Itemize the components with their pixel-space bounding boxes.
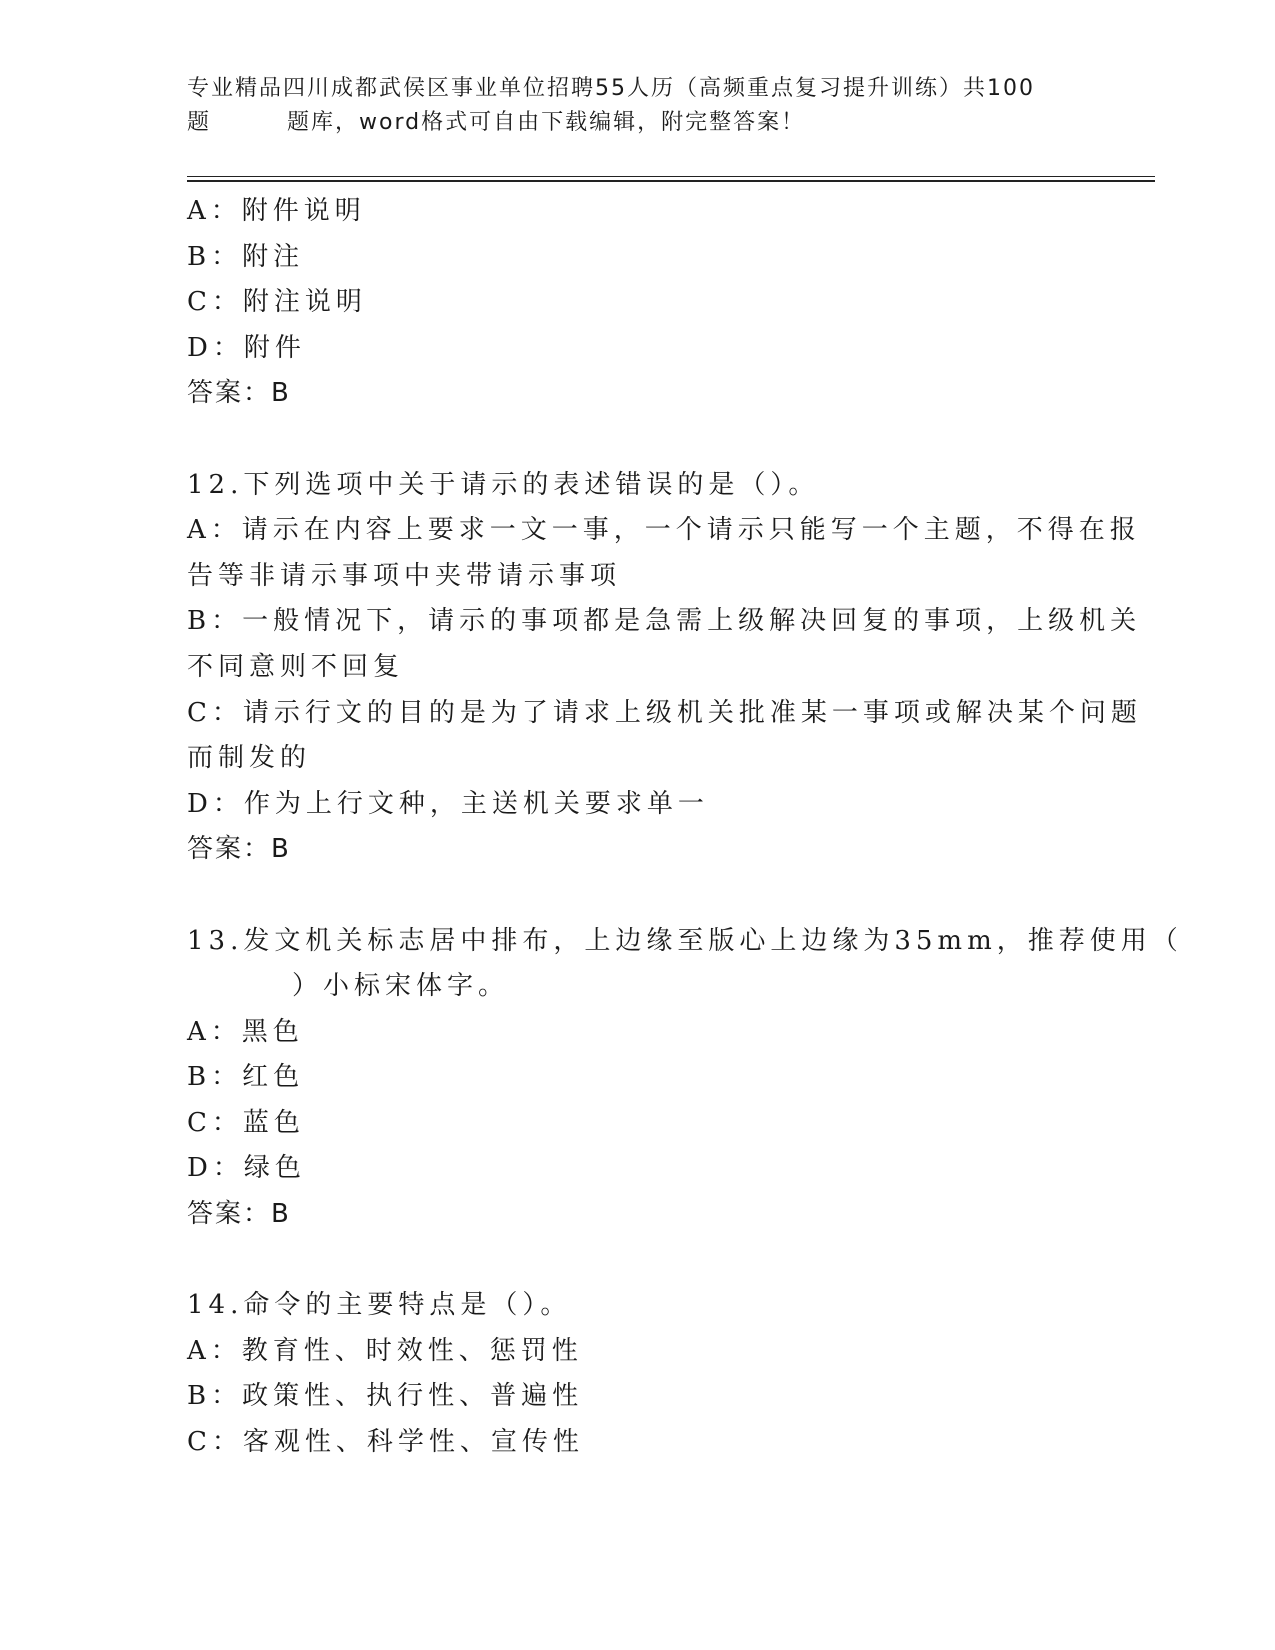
question-11 [187, 189, 1087, 417]
option-c-line-1: C：请示行文的目的是为了请求上级机关批准某一事项或解决某个问题 [187, 697, 1142, 728]
option-a: A：附件说明 [187, 196, 366, 226]
question-spacer [187, 417, 1087, 463]
question-text-line-2-content: ）小标宋体字。 [292, 971, 510, 1002]
question-14 [187, 1283, 1087, 1465]
question-13 [187, 919, 1183, 1238]
header-title-line-2-lead: 题 [187, 110, 212, 135]
question-spacer [187, 873, 1087, 919]
option-b: B：附注 [187, 241, 305, 272]
answer-line: 答案：B [187, 834, 291, 865]
option-b-line-2: 不同意则不回复 [187, 651, 405, 682]
document-header [187, 72, 1107, 140]
option-d: D：绿色 [187, 1153, 306, 1184]
header-divider-thin [187, 176, 1155, 177]
question-text-line-2 [187, 964, 1087, 1010]
header-title-line-2-rest: 题库，word格式可自由下载编辑，附完整答案！ [287, 110, 806, 135]
option-b-line-1: B：一般情况下，请示的事项都是急需上级解决回复的事项，上级机关 [187, 606, 1142, 637]
question-list [187, 189, 1183, 1466]
question-text: 12.下列选项中关于请示的表述错误的是（）。 [187, 469, 820, 500]
option-a: A：教育性、时效性、惩罚性 [187, 1335, 583, 1366]
option-c-line-2: 而制发的 [187, 743, 312, 774]
option-c: C：客观性、科学性、宣传性 [187, 1427, 584, 1458]
option-b: B：政策性、执行性、普遍性 [187, 1381, 584, 1412]
answer-line: 答案：B [187, 1199, 291, 1230]
option-a-line-2: 告等非请示事项中夹带请示事项 [187, 560, 622, 591]
header-divider-thick [187, 180, 1155, 182]
option-a: A：黑色 [187, 1016, 304, 1047]
question-text: 14.命令的主要特点是（）。 [187, 1290, 572, 1321]
question-spacer [187, 1238, 1087, 1284]
question-text-line-1: 13.发文机关标志居中排布，上边缘至版心上边缘为35mm，推荐使用（ [187, 925, 1183, 956]
header-title-line-2 [187, 106, 1107, 140]
option-b: B：红色 [187, 1062, 305, 1093]
answer-line: 答案：B [187, 378, 291, 409]
option-c: C：蓝色 [187, 1107, 305, 1138]
header-title-line-1: 专业精品四川成都武侯区事业单位招聘55人历（高频重点复习提升训练）共100 [187, 76, 1035, 101]
question-12 [187, 463, 1142, 873]
option-d: D：作为上行文种，主送机关要求单一 [187, 788, 709, 819]
option-c: C：附注说明 [187, 287, 367, 318]
option-d: D：附件 [187, 332, 306, 363]
option-a-line-1: A：请示在内容上要求一文一事，一个请示只能写一个主题，不得在报 [187, 515, 1141, 546]
